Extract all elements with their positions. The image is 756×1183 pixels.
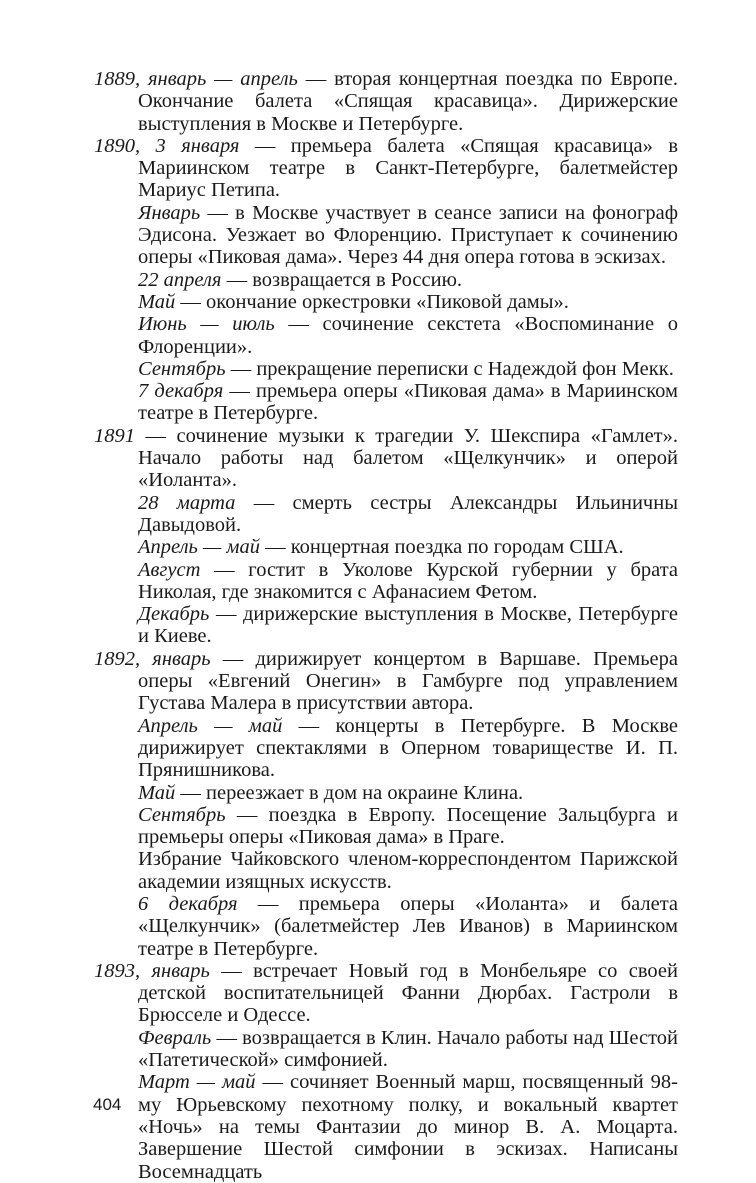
sub-entry	[138, 313, 678, 358]
sub-entry	[138, 603, 678, 648]
entry-text: — сочинение музыки к трагедии У. Шекспира «Гамлет». Начало работы над балетом «Щелкунчик» и оперой «Иоланта».	[135, 424, 678, 492]
sub-entry-date: 7 декабря	[138, 380, 224, 403]
sub-entry-date: Сентябрь	[138, 803, 226, 826]
sub-entry-text: — премьера оперы «Иоланта» и балета «Щелкунчик» (балетмейстер Лев Иванов) в Мариинском театре в Петербурге.	[138, 892, 678, 960]
sub-entry-text: — в Москве участвует в сеансе записи на фонограф Эдисона. Уезжает во Флоренцию. Приступает к сочинению оперы «Пиковая дама». Через 44 дня опера готова в эскизах.	[138, 201, 678, 269]
chronology-entry-1892	[94, 648, 678, 715]
entry-date: 1893, январь	[94, 959, 210, 982]
sub-entry-date: Май	[138, 781, 176, 804]
entry-date: 1891	[94, 424, 135, 447]
sub-entry-text: — возвращается в Россию.	[221, 268, 463, 291]
sub-entry	[138, 848, 678, 893]
sub-entry-date: Декабрь	[138, 603, 210, 626]
sub-entry	[138, 893, 678, 960]
entry-text: — премьера балета «Спящая красавица» в Мариинском театре в Санкт-Петербурге, балетмейстер Мариус Петипа.	[138, 134, 678, 202]
sub-entry-date: Январь	[138, 201, 201, 224]
sub-entry	[138, 291, 678, 313]
chronology-entry-1891	[94, 425, 678, 492]
sub-entry-text: — концерты в Петербурге. В Москве дирижирует спектаклями в Оперном товариществе И. П. Прянишникова.	[138, 714, 678, 782]
sub-entry-date: 22 апреля	[138, 268, 222, 291]
sub-entry-text: — концертная поездка по городам США.	[259, 536, 624, 559]
entry-date: 1892, январь	[94, 647, 211, 670]
sub-entry	[138, 715, 678, 782]
sub-entry-date: Апрель — май	[138, 714, 283, 737]
sub-entry-date: 28 марта	[138, 491, 236, 514]
sub-entry-text: — дирижерские выступления в Москве, Петербурге и Киеве.	[138, 603, 678, 648]
sub-entry-date: Сентябрь	[138, 357, 226, 380]
sub-entry	[138, 358, 678, 380]
chronology-text	[94, 68, 678, 1183]
sub-entry	[138, 536, 678, 558]
sub-entry	[138, 1027, 678, 1072]
sub-entry-date: Июнь — июль	[138, 313, 275, 336]
entry-text: — вторая концертная поездка по Европе. Окончание балета «Спящая красавица». Дирижерские выступления в Москве и Петербурге.	[138, 68, 678, 135]
entry-text: — дирижирует концертом в Варшаве. Премьера оперы «Евгений Онегин» в Гамбурге под управлением Густава Малера в присутствии автора.	[138, 647, 678, 715]
sub-entry-text: — сочинение секстета «Воспоминание о Флоренции».	[138, 313, 678, 358]
sub-entry-text: — поездка в Европу. Посещение Зальцбурга и премьеры оперы «Пиковая дама» в Праге.	[138, 803, 678, 849]
page-number: 404	[93, 1095, 122, 1114]
chronology-entry-1889	[94, 68, 678, 135]
sub-entry	[138, 782, 678, 804]
chronology-entry-1890	[94, 135, 678, 202]
sub-entry-text: — прекращение переписки с Надеждой фон Мекк.	[225, 357, 674, 380]
sub-entry-text: — премьера оперы «Пиковая дама» в Мариинском театре в Петербурге.	[138, 380, 679, 425]
sub-entry	[138, 492, 678, 537]
entry-date: 1890, 3 января	[94, 134, 240, 157]
sub-entry-date: Март — май	[138, 1071, 256, 1094]
sub-entry-text: — сочиняет Военный марш, посвященный 98-му Юрьевскому пехотному полку, и вокальный квартет «Ночь» на темы Фантазии до минор В. А. Моцарта. Завершение Шестой симфонии в эскизах. Написаны Восемнадцать	[138, 1071, 678, 1183]
sub-entry-date: 6 декабря	[138, 892, 238, 915]
sub-entry	[138, 804, 678, 849]
sub-entry-date: Май	[138, 290, 176, 313]
sub-entry-text: — возвращается в Клин. Начало работы над Шестой «Патетической» симфонией.	[138, 1026, 678, 1072]
sub-entry-text: — смерть сестры Александры Ильиничны Давыдовой.	[138, 491, 678, 536]
chronology-entry-1893	[94, 960, 678, 1027]
sub-entry	[138, 559, 678, 604]
sub-entry	[138, 380, 678, 425]
sub-entry-text: — окончание оркестровки «Пиковой дамы».	[175, 290, 569, 313]
sub-entry-text: Избрание Чайковского членом-корреспондентом Парижской академии изящных искусств.	[138, 848, 678, 893]
sub-entry-date: Август	[138, 558, 201, 581]
sub-entry-text: — переезжает в дом на окраине Клина.	[175, 781, 524, 804]
sub-entry-date: Апрель — май	[138, 536, 260, 559]
sub-entry-text: — гостит в Уколове Курской губернии у брата Николая, где знакомится с Афанасием Фетом.	[138, 558, 678, 603]
sub-entry	[138, 202, 678, 269]
sub-entry-date: Февраль	[138, 1026, 212, 1049]
entry-text: — встречает Новый год в Монбельяре со своей детской воспитательницей Фанни Дюрбах. Гастроли в Брюсселе и Одессе.	[138, 959, 678, 1027]
sub-entry	[138, 1071, 678, 1182]
entry-date: 1889, январь — апрель	[94, 68, 298, 90]
sub-entry	[138, 269, 678, 291]
